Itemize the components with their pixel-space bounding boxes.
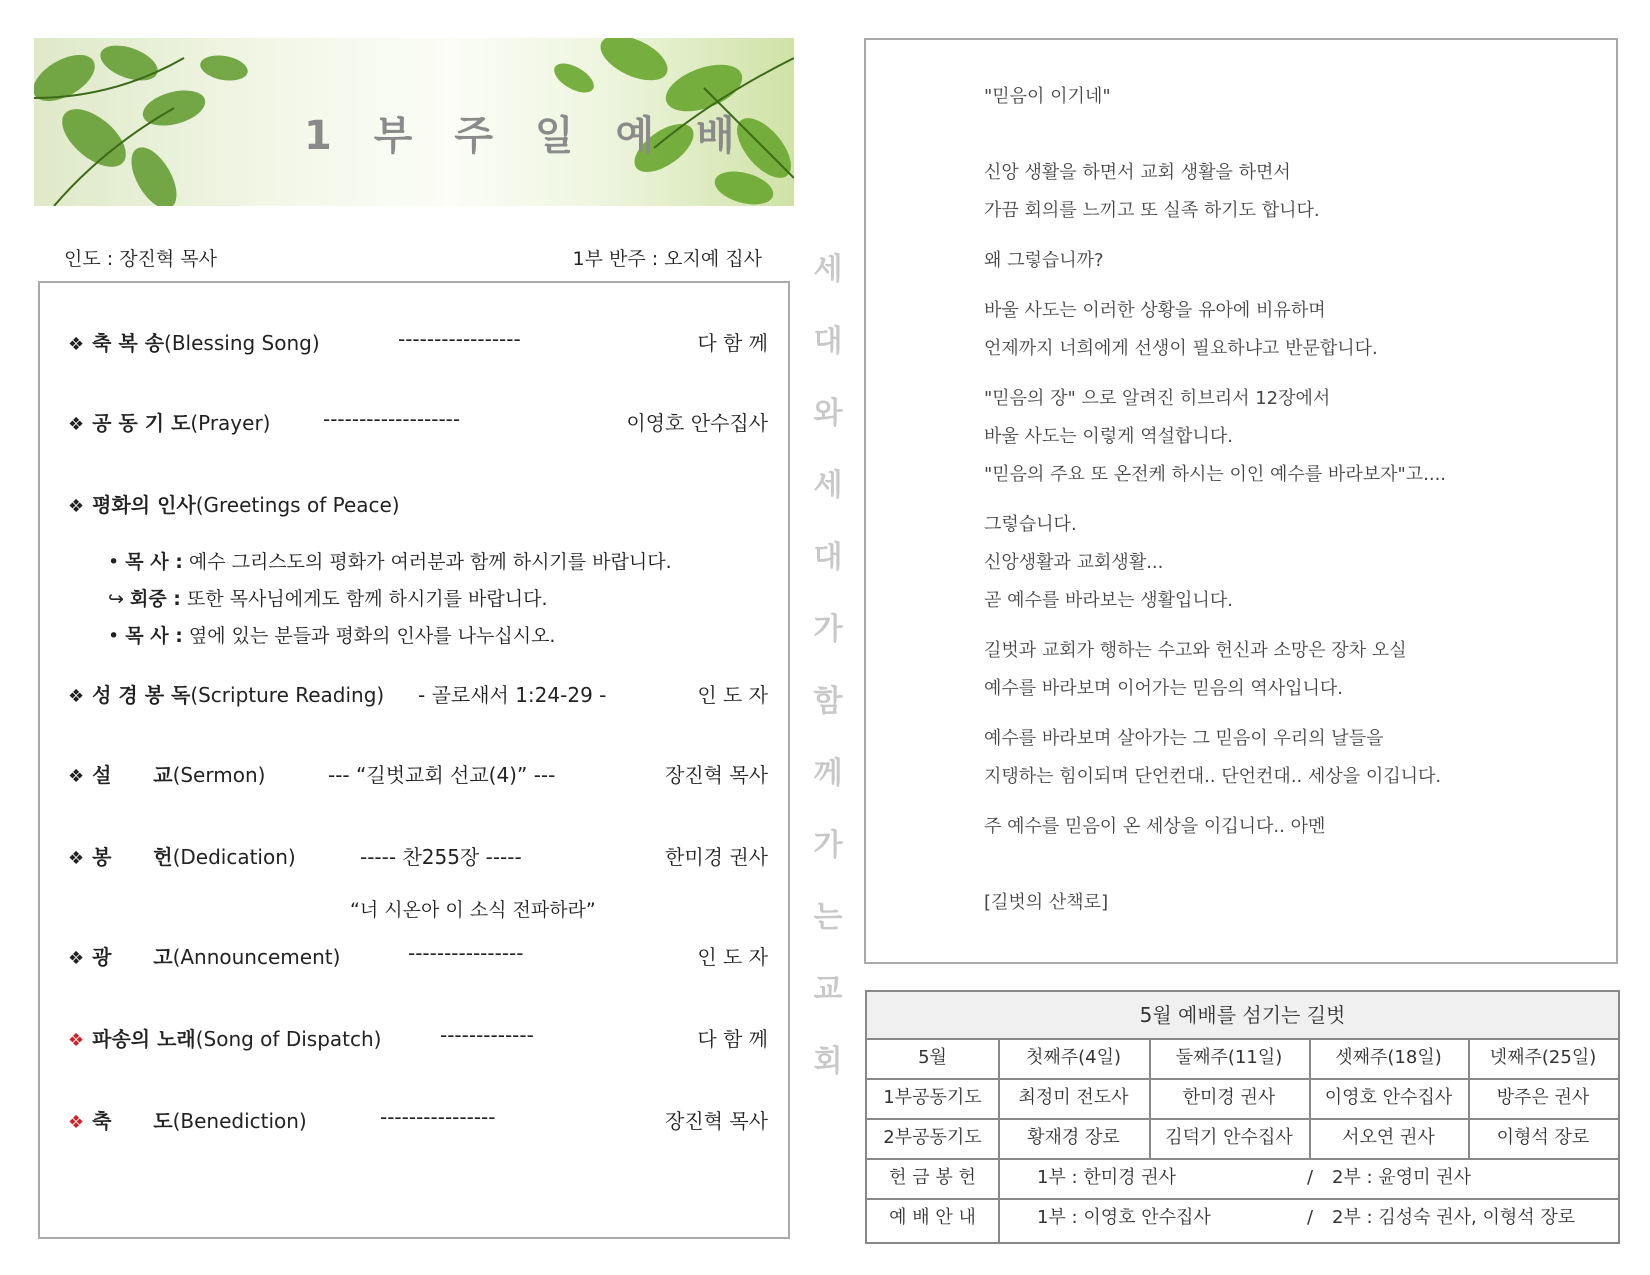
schedule-table [865,990,1620,1244]
order-item-prayer: ❖ 공 동 기 도(Prayer) ------------------- 이영호 안수집사 [68,407,768,435]
table-cell: 김덕기 안수집사 [1165,1127,1293,1148]
leaves-left-image [34,38,294,206]
diamond-icon: ❖ [68,766,85,787]
peace-line-2: ↪ 회중 : 또한 목사님에게도 함께 하시기를 바랍니다. [108,588,548,610]
order-item-scripture: ❖ 성 경 봉 독(Scripture Reading) - 골로새서 1:24-29 - 인 도 자 [68,683,768,707]
order-item-song-of-dispatch: ❖ 파송의 노래(Song of Dispatch) ------------- 다 함 께 [68,1023,768,1051]
accompanist-label: 1부 반주 : 오지예 집사 [572,248,762,270]
table-cell: 황재경 장로 [1027,1127,1120,1148]
table-cell: 한미경 권사 [1182,1087,1276,1108]
offering-label: 헌 금 봉 헌 [889,1167,976,1188]
leader-label: 인도 : 장진혁 목사 [64,248,217,270]
table-cell: 이영호 안수집사 [1324,1087,1453,1108]
order-item-blessing-song: ❖ 축 복 송(Blessing Song) ----------------- 다 함 께 [68,327,768,355]
guide-label: 예 배 안 내 [889,1207,976,1228]
guide-second: 2부 : 김성숙 권사, 이형석 장로 [1332,1207,1576,1228]
order-item-benediction: ❖ 축 도(Benediction) ---------------- 장진혁 목사 [68,1105,768,1133]
peace-line-1: • 목 사 : 예수 그리스도의 평화가 여러분과 함께 하시기를 바랍니다. [108,551,672,573]
table-cell: 방주은 권사 [1496,1087,1590,1108]
schedule-header-month: 5월 [918,1047,947,1068]
schedule-header-week4: 넷째주(25일) [1489,1047,1597,1068]
diamond-icon: ❖ [68,1030,85,1051]
peace-line-3: • 목 사 : 옆에 있는 분들과 평화의 인사를 나누십시오. [108,625,556,647]
diamond-icon: ❖ [68,686,85,707]
leader-row [64,244,762,271]
table-cell: 2부공동기도 [883,1127,982,1148]
table-cell: 서오연 권사 [1342,1127,1435,1148]
diamond-icon: ❖ [68,1112,85,1133]
offering-second: 2부 : 윤영미 권사 [1332,1167,1472,1188]
schedule-header-week1: 첫째주(4일) [1025,1047,1122,1068]
offering-separator: / [1307,1167,1314,1188]
banner [34,38,794,206]
table-cell: 이형석 장로 [1496,1127,1590,1148]
diamond-icon: ❖ [68,334,85,355]
hymn-title: “너 시온아 이 소식 전파하라” [350,899,596,921]
essay-source: [길벗의 산책로] [984,892,1109,913]
table-cell: 1부공동기도 [883,1087,982,1108]
guide-first: 1부 : 이영호 안수집사 [1037,1207,1211,1228]
schedule-title: 5월 예배를 섬기는 길벗 [867,992,1618,1040]
order-of-service [38,281,790,1239]
diamond-icon: ❖ [68,414,85,435]
order-item-sermon: ❖ 설 교(Sermon) --- “길벗교회 선교(4)” --- 장진혁 목사 [68,763,768,787]
schedule-header-week2: 둘째주(11일) [1175,1047,1283,1068]
offering-first: 1부 : 한미경 권사 [1037,1167,1177,1188]
order-item-dedication: ❖ 봉 헌(Dedication) ----- 찬255장 ----- 한미경 권사 [68,845,768,869]
essay-title: "믿음이 이기네" [984,86,1111,107]
guide-separator: / [1307,1207,1314,1228]
column-essay: "믿음이 이기네" 신앙 생활을 하면서 교회 생활을 하면서 가끔 회의를 느끼고 또 실족 하기도 합니다. 왜 그렇습니까? 바울 사도는 이러한 상황을 유아에 비유하며 언제까지 너희에게 선생이 필요하냐고 반문합니다. "믿음의 장" 으로 알려진 히브리서 12장에서 바울 사도는 이렇게 역설합니다. "믿음의 주요 또 온전케 하시는 이인 예수를 바라보자"고.... 그렇습니다. 신앙생활과 교회생활... 곧 예수를 바라보는 생활입니다. 길벗과 교회가 행하는 수고와 헌신과 소망은 장차 오실 예수를 바라보며 이어가는 믿음의 역사입니다. 예수를 바라보며 살아가는 그 믿음이 우리의 날들을 지탱하는 힘이되며 단언컨대.. 단언컨대.. 세상을 이깁니다. 주 예수를 믿음이 온 세상을 이깁니다.. 아멘 [길벗의 산책로] [864,38,1618,964]
diamond-icon: ❖ [68,848,85,869]
order-item-announcement: ❖ 광 고(Announcement) ---------------- 인 도 자 [68,941,768,969]
table-cell: 최정미 전도사 [1018,1087,1129,1108]
diamond-icon: ❖ [68,948,85,969]
schedule-header-week3: 셋째주(18일) [1335,1047,1442,1068]
order-item-peace: ❖ 평화의 인사(Greetings of Peace) [68,493,400,517]
page-title: 1 부 주 일 예 배 [304,113,749,159]
diamond-icon: ❖ [68,496,85,517]
